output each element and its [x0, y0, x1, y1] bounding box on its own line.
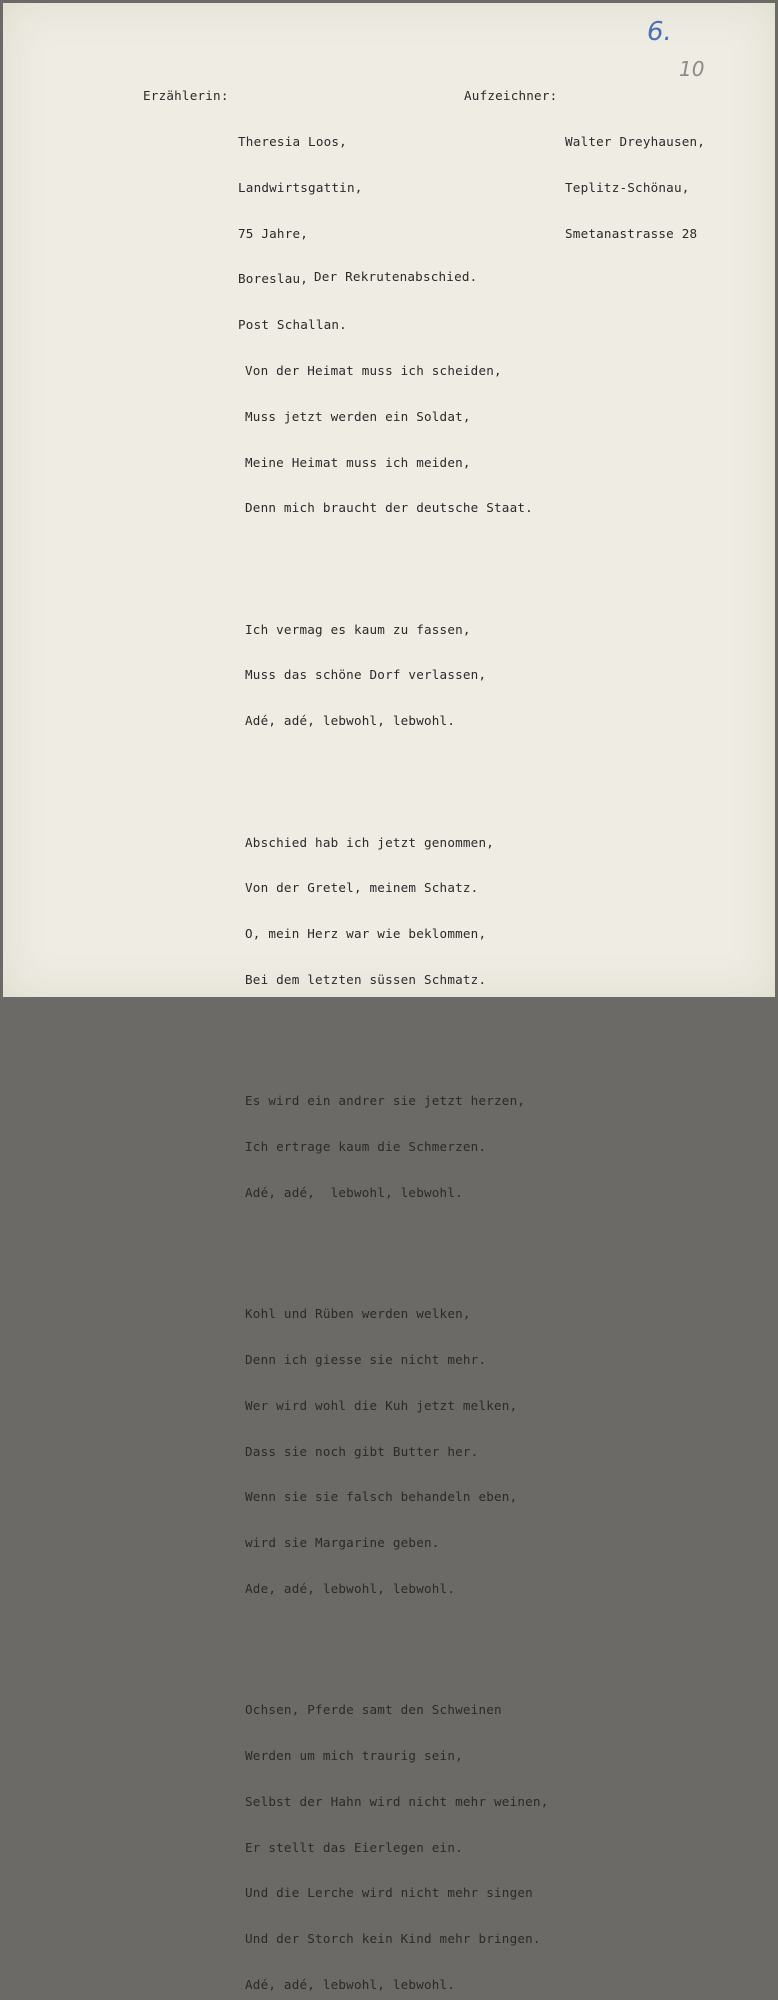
poem-stanza	[245, 1276, 549, 1627]
poem-title: Der Rekrutenabschied.	[314, 269, 478, 284]
poem-line: Muss jetzt werden ein Soldat,	[245, 408, 471, 424]
poem-body	[245, 303, 549, 2000]
poem-stanza	[245, 1063, 549, 1230]
handwritten-archive-number: 10	[679, 57, 705, 81]
poem-line: Denn ich giesse sie nicht mehr.	[245, 1351, 487, 1367]
poem-line: wird sie Margarine geben.	[245, 1535, 440, 1551]
poem-stanza	[245, 805, 549, 1018]
poem-line: Wenn sie sie falsch behandeln eben,	[245, 1489, 518, 1505]
poem-line: Von der Gretel, meinem Schatz.	[245, 880, 479, 896]
recorder-line: Smetanastrasse 28	[565, 225, 698, 241]
narrator-line: Boreslau,	[238, 271, 309, 287]
poem-line: Bei dem letzten süssen Schmatz.	[245, 971, 487, 987]
poem-line: Denn mich braucht der deutsche Staat.	[245, 500, 533, 516]
poem-line: Adé, adé, lebwohl, lebwohl.	[245, 713, 456, 729]
narrator-line: 75 Jahre,	[238, 225, 309, 241]
poem-line: Ich ertrage kaum die Schmerzen.	[245, 1139, 487, 1155]
poem-stanza	[245, 1672, 549, 2000]
poem-line: Es wird ein andrer sie jetzt herzen,	[245, 1093, 526, 1109]
recorder-label: Aufzeichner:	[464, 88, 558, 103]
poem-line: Muss das schöne Dorf verlassen,	[245, 667, 487, 683]
poem-line: Meine Heimat muss ich meiden,	[245, 454, 471, 470]
poem-line: Kohl und Rüben werden welken,	[245, 1306, 471, 1322]
poem-stanza	[245, 333, 549, 546]
poem-line: Von der Heimat muss ich scheiden,	[245, 363, 502, 378]
poem-line: Ich vermag es kaum zu fassen,	[245, 621, 471, 637]
recorder-details	[565, 104, 705, 271]
poem-line: Abschied hab ich jetzt genommen,	[245, 834, 495, 850]
poem-line: Ade, adé, lebwohl, lebwohl.	[245, 1580, 456, 1596]
narrator-line: Post Schallan.	[238, 317, 347, 333]
poem-line: Er stellt das Eierlegen ein.	[245, 1839, 463, 1855]
poem-line: Und der Storch kein Kind mehr bringen.	[245, 1931, 541, 1947]
poem-stanza	[245, 592, 549, 759]
poem-line: Selbst der Hahn wird nicht mehr weinen,	[245, 1793, 549, 1809]
narrator-line: Theresia Loos,	[238, 134, 347, 149]
poem-line: Ochsen, Pferde samt den Schweinen	[245, 1702, 502, 1718]
poem-line: Dass sie noch gibt Butter her.	[245, 1443, 479, 1459]
poem-line: Werden um mich traurig sein,	[245, 1748, 463, 1764]
poem-line: O, mein Herz war wie beklommen,	[245, 926, 487, 942]
document-page	[3, 3, 775, 1993]
recorder-line: Teplitz-Schönau,	[565, 179, 690, 195]
poem-line: Und die Lerche wird nicht mehr singen	[245, 1885, 533, 1901]
poem-line: Wer wird wohl die Kuh jetzt melken,	[245, 1397, 518, 1413]
poem-line: Adé, adé, lebwohl, lebwohl.	[245, 1977, 456, 1993]
recorder-line: Walter Dreyhausen,	[565, 134, 706, 149]
handwritten-page-number: 6.	[647, 17, 672, 47]
narrator-line: Landwirtsgattin,	[238, 179, 363, 195]
poem-line: Adé, adé, lebwohl, lebwohl.	[245, 1184, 463, 1200]
narrator-label: Erzählerin:	[143, 88, 229, 103]
